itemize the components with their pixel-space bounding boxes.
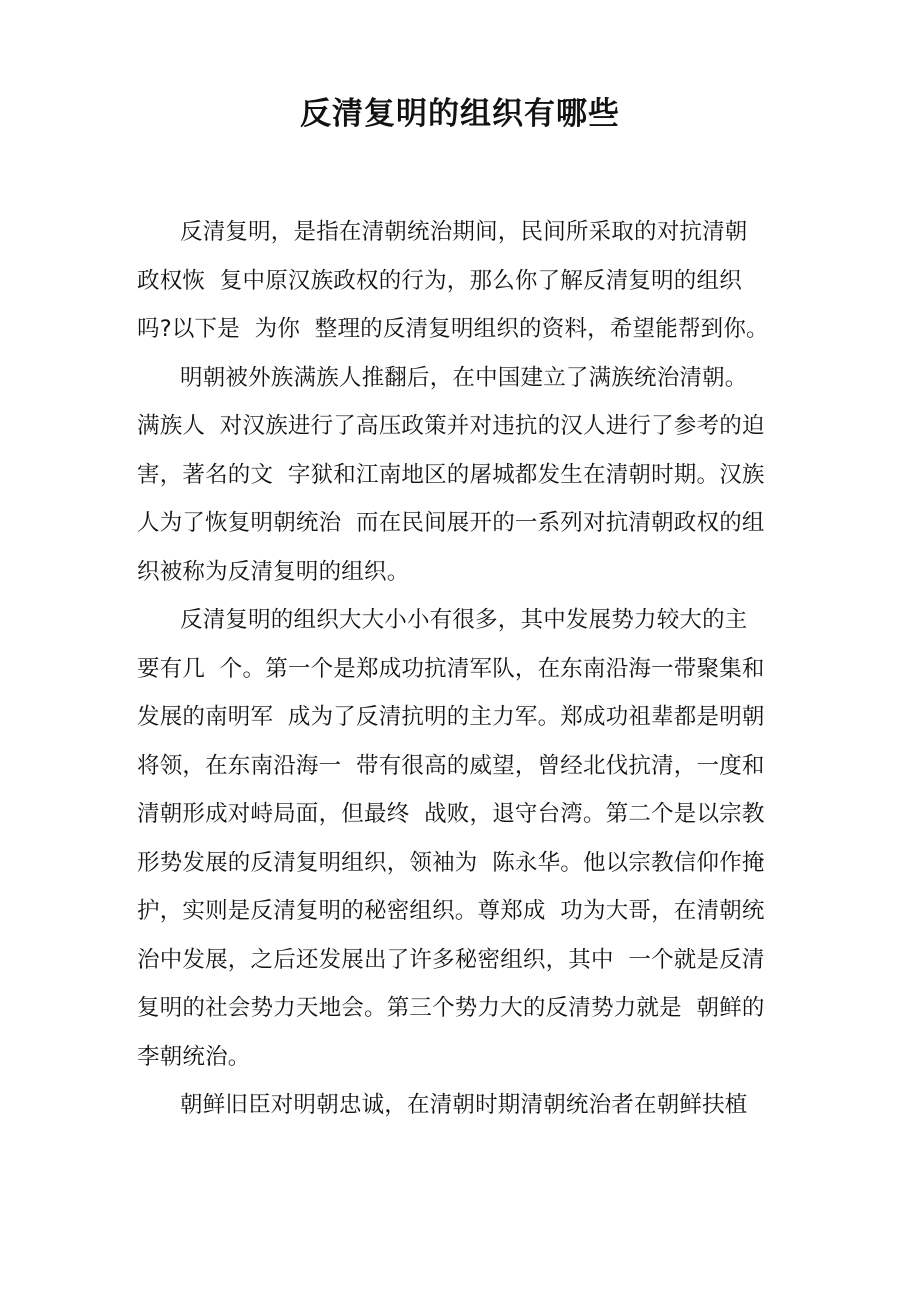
- text-line: 形势发展的反清复明组织，领袖为 陈永华。他以宗教信仰作掩: [137, 849, 765, 876]
- text-line: 发展的南明军 成为了反清抗明的主力军。郑成功祖辈都是明朝: [137, 704, 765, 730]
- text-line: 要有几 个。第一个是郑成功抗清军队，在东南沿海一带聚集和: [137, 655, 765, 682]
- text-line: 将领，在东南沿海一 带有很高的威望，曾经北伐抗清，一度和: [137, 752, 765, 779]
- text-line: 李朝统治。: [137, 1043, 251, 1070]
- text-line: 复明的社会势力天地会。第三个势力大的反清势力就是 朝鲜的: [137, 995, 765, 1021]
- text-line: 政权恢 复中原汉族政权的行为，那么你了解反清复明的组织: [137, 267, 742, 294]
- text-line: 清朝形成对峙局面，但最终 战败，退守台湾。第二个是以宗教: [137, 801, 765, 827]
- text-line: 治中发展，之后还发展出了许多秘密组织，其中 一个就是反清: [137, 946, 765, 973]
- text-line: 护，实则是反清复明的秘密组织。尊郑成 功为大哥，在清朝统: [137, 898, 765, 924]
- text-line: 害，著名的文 字狱和江南地区的屠城都发生在清朝时期。汉族: [137, 461, 765, 488]
- text-line: 吗?以下是 为你 整理的反清复明组织的资料，希望能帮到你。: [137, 316, 769, 342]
- text-line: 朝鲜旧臣对明朝忠诚，在清朝时期清朝统治者在朝鲜扶植: [180, 1092, 748, 1118]
- text-line: 人为了恢复明朝统治 而在民间展开的一系列对抗清朝政权的组: [137, 510, 765, 536]
- text-line: 明朝被外族满族人推翻后，在中国建立了满族统治清朝。: [180, 364, 748, 391]
- text-line: 满族人 对汉族进行了高压政策并对违抗的汉人进行了参考的迫: [137, 413, 765, 439]
- text-line: 织被称为反清复明的组织。: [137, 558, 410, 585]
- text-line: 反清复明，是指在清朝统治期间，民间所采取的对抗清朝: [180, 219, 748, 245]
- document-body: [137, 212, 797, 1134]
- text-line: 反清复明的组织大大小小有很多，其中发展势力较大的主: [180, 607, 748, 633]
- document-title: 反清复明的组织有哪些: [300, 96, 620, 132]
